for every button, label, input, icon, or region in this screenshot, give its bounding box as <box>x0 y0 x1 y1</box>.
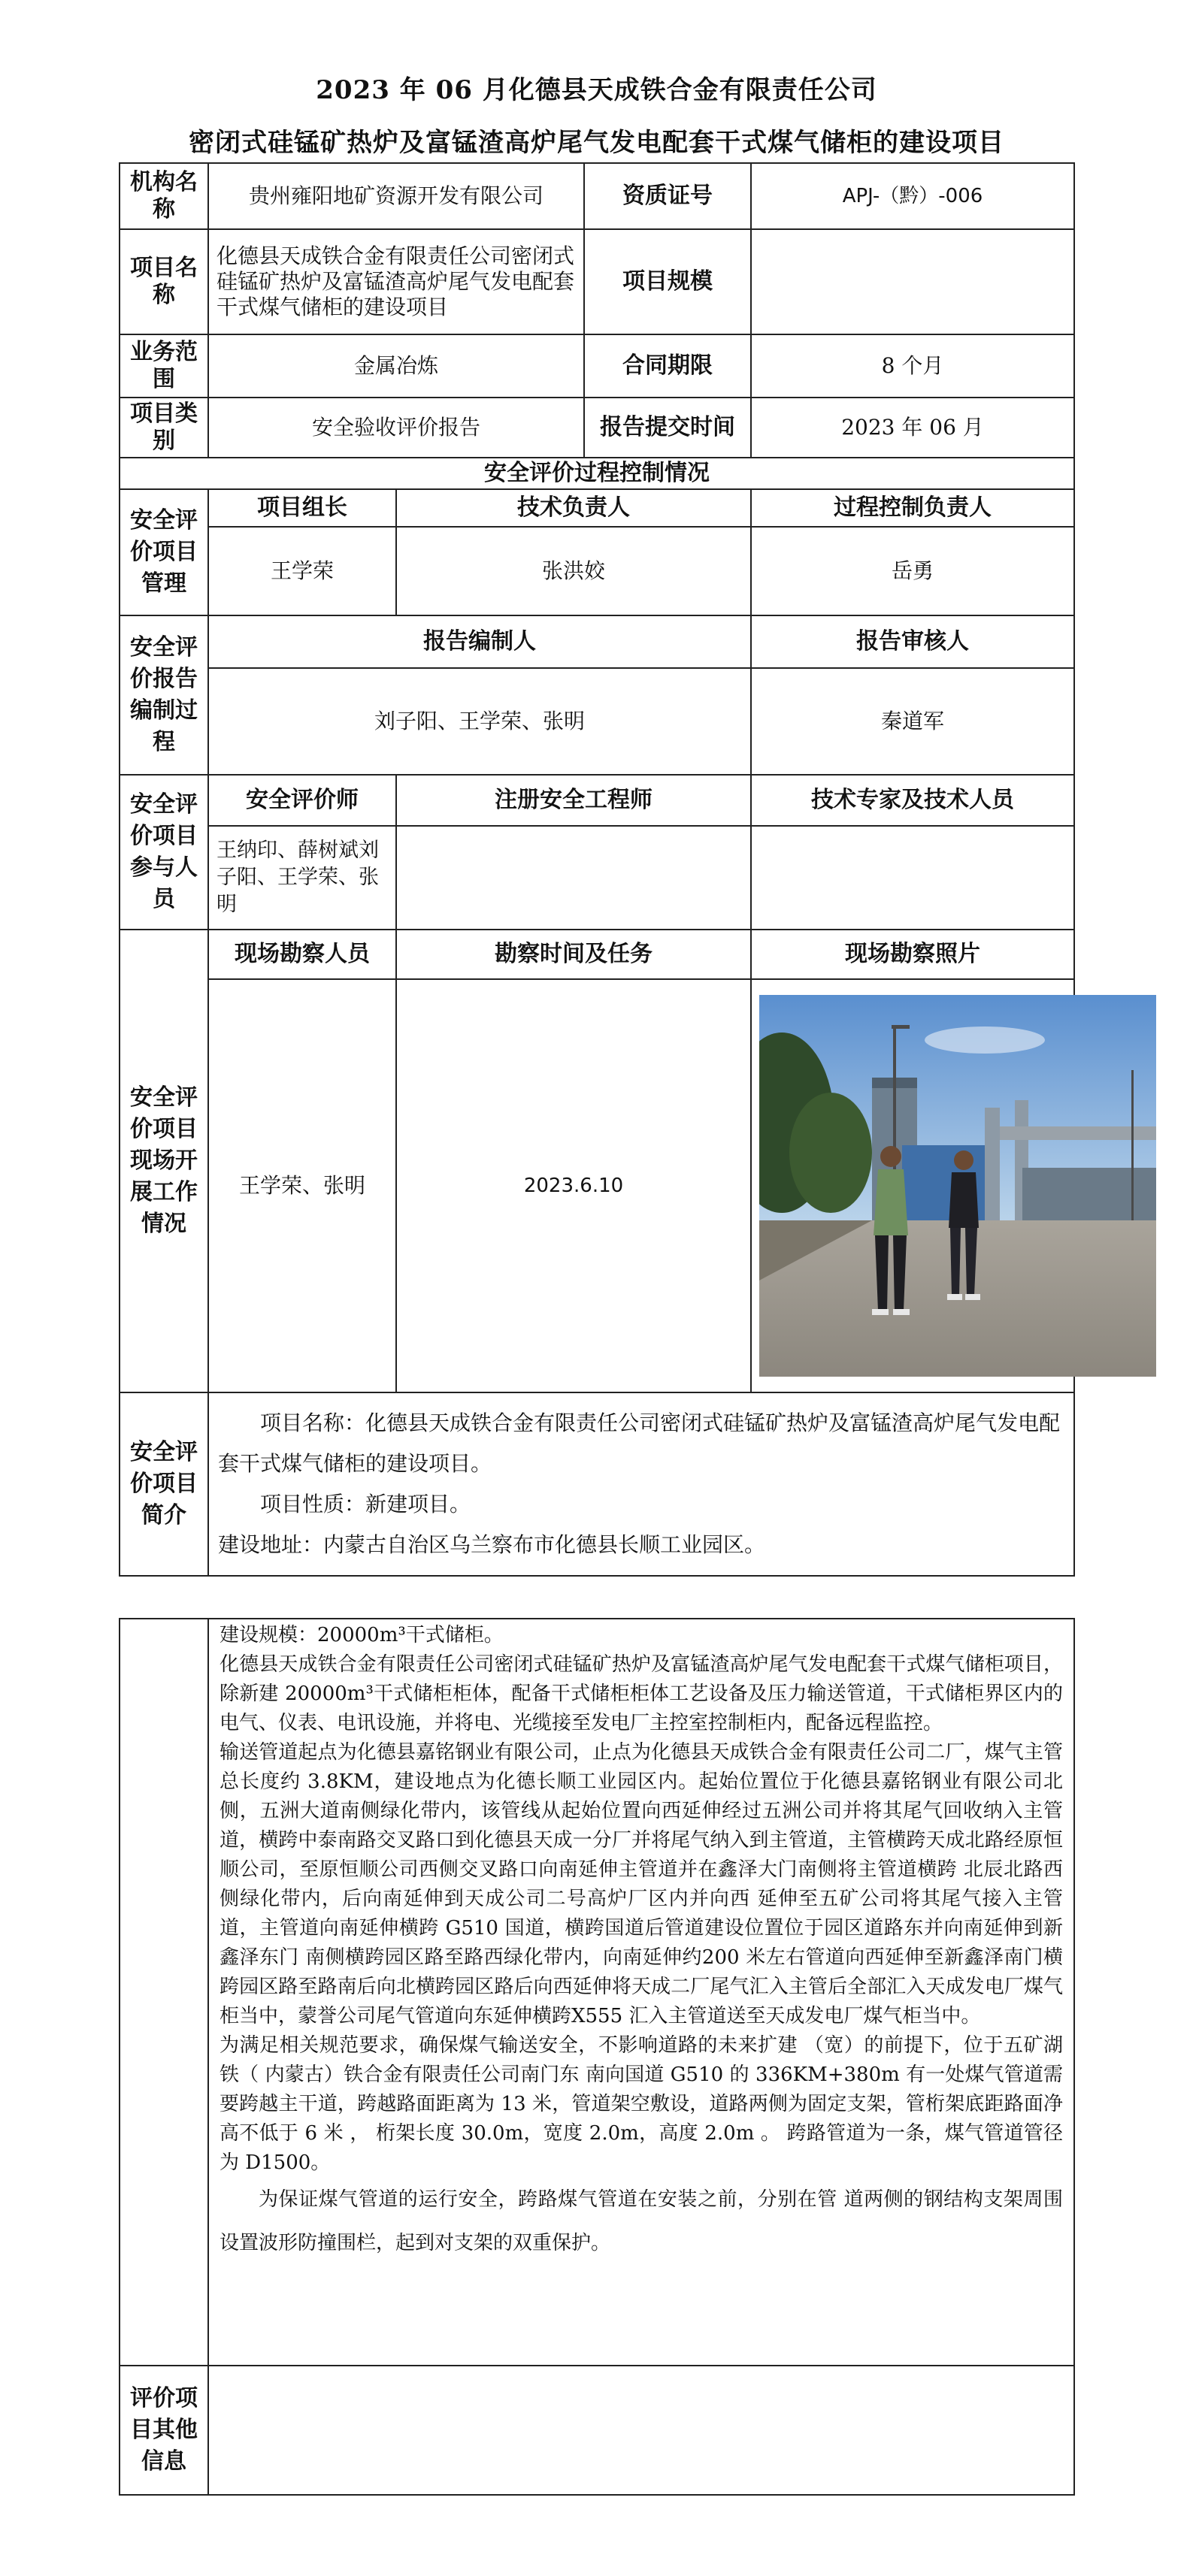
details-label-cell <box>120 1619 208 2366</box>
time-header: 勘察时间及任务 <box>396 930 751 979</box>
reviewer-header: 报告审核人 <box>751 615 1074 668</box>
submit-value: 2023 年 06 月 <box>751 398 1074 458</box>
participants-label: 安全评价项目参与人员 <box>120 775 208 930</box>
intro-label: 安全评价项目简介 <box>120 1392 208 1576</box>
cert-label: 资质证号 <box>584 163 751 229</box>
project-label: 项目名称 <box>120 229 208 334</box>
submit-label: 报告提交时间 <box>584 398 751 458</box>
report-label: 安全评价报告编制过程 <box>120 615 208 775</box>
reviewer-value: 秦道军 <box>751 668 1074 775</box>
evaluator-header: 安全评价师 <box>208 775 396 826</box>
cert-number: APJ-（黔）-006 <box>751 163 1074 229</box>
expert-header: 技术专家及技术人员 <box>751 775 1074 826</box>
survey-label: 安全评价项目现场开展工作情况 <box>120 930 208 1392</box>
staff-value: 王学荣、张明 <box>208 979 396 1392</box>
details-paragraph: 为保证煤气管道的运行安全，跨路煤气管道在安装之前，分别在管 道两侧的钢结构支架周围设置波形防撞围栏，起到对支架的双重保护。 <box>220 2188 1063 2254</box>
leader-header: 项目组长 <box>208 489 396 527</box>
details-paragraph: 建设规模：20000m³干式储柜。 <box>220 1624 504 1646</box>
scale-value <box>751 229 1074 334</box>
other-info-value <box>208 2366 1074 2495</box>
engineer-header: 注册安全工程师 <box>396 775 751 826</box>
org-name: 贵州雍阳地矿资源开发有限公司 <box>208 163 584 229</box>
control-value: 岳勇 <box>751 527 1074 615</box>
survey-photo <box>759 995 1156 1377</box>
category-label: 项目类别 <box>120 398 208 458</box>
tech-header: 技术负责人 <box>396 489 751 527</box>
tech-value: 张洪姣 <box>396 527 751 615</box>
engineers-value <box>396 826 751 930</box>
project-name: 化德县天成铁合金有限责任公司密闭式硅锰矿热炉及富锰渣高炉尾气发电配套干式煤气储柜的建设项目 <box>208 229 584 334</box>
category-value: 安全验收评价报告 <box>208 398 584 458</box>
details-paragraph: 为满足相关规范要求，确保煤气输送安全，不影响道路的未来扩建 （宽）的前提下，位于五矿湖铁（ 内蒙古）铁合金有限责任公司南门东 南向国道 G510 的 336KM+380m 有一处煤气管道需要跨越主干道，跨越路面距离为 13 米，管道架空敷设，道路两侧为固定支架，管桁架底距路面净高不低于 6 米 ， 桁架长度 30.0m，宽度 2.0m，高度 2.0m 。 跨路管道为一条，煤气管道管径为 D1500。 <box>220 2034 1063 2174</box>
control-header: 过程控制负责人 <box>751 489 1074 527</box>
business-value: 金属冶炼 <box>208 334 584 398</box>
evaluators-value: 王纳印、薛树斌刘子阳、王学荣、张明 <box>208 826 396 930</box>
main-info-table <box>119 162 1075 1577</box>
business-label: 业务范围 <box>120 334 208 398</box>
contract-label: 合同期限 <box>584 334 751 398</box>
intro-project-name: 项目名称：化德县天成铁合金有限责任公司密闭式硅锰矿热炉及富锰渣高炉尾气发电配套干式煤气储柜的建设项目。 <box>218 1410 1061 1476</box>
details-paragraph: 输送管道起点为化德县嘉铭钢业有限公司，止点为化德县天成铁合金有限责任公司二厂，煤气主管总长度约 3.8KM，建设地点为化德长顺工业园区内。起始位置位于化德县嘉铭钢业有限公司北侧，五洲大道南侧绿化带内，该管线从起始位置向西延伸经过五洲公司并将其尾气回收纳入主管道，横跨中泰南路交叉路口到化德县天成一分厂并将尾气纳入到主管道，主管横跨天成北路经原恒顺公司，至原恒顺公司西侧交叉路口向南延伸主管道并在鑫泽大门南侧将主管道横跨 北辰北路西侧绿化带内，后向南延伸到天成公司二号高炉厂区内并向西 延伸至五矿公司将其尾气接入主管道，主管道向南延伸横跨 G510 国道，横跨国道后管道建设位置位于园区道路东并向南延伸到新鑫泽东门 南侧横跨园区路至路西绿化带内，向南延伸约200 米左右管道向西延伸至新鑫泽南门横跨园区路至路南后向北横跨园区路后向西延伸将天成二厂尾气汇入主管后全部汇入天成发电厂煤气柜当中，蒙誉公司尾气管道向东延伸横跨X555 汇入主管道送至天成发电厂煤气柜当中。 <box>220 1741 1063 2027</box>
process-title: 安全评价过程控制情况 <box>120 458 1074 489</box>
intro-content <box>208 1392 1074 1576</box>
photo-header: 现场勘察照片 <box>751 930 1074 979</box>
document-title-line1: 2023 年 06 月化德县天成铁合金有限责任公司 <box>316 75 877 105</box>
details-table <box>119 1618 1075 2496</box>
details-paragraph: 化德县天成铁合金有限责任公司密闭式硅锰矿热炉及富锰渣高炉尾气发电配套干式煤气储柜项目，除新建 20000m³干式储柜柜体，配备干式储柜柜体工艺设备及压力输送管道，干式储柜界区内的电气、仪表、电讯设施，并将电、光缆接至发电厂主控室控制柜内，配备远程监控。 <box>220 1653 1063 1734</box>
intro-address: 建设地址：内蒙古自治区乌兰察布市化德县长顺工业园区。 <box>218 1532 766 1557</box>
scale-label: 项目规模 <box>584 229 751 334</box>
org-label: 机构名称 <box>120 163 208 229</box>
other-info-label: 评价项目其他信息 <box>120 2366 208 2495</box>
document-title-line2: 密闭式硅锰矿热炉及富锰渣高炉尾气发电配套干式煤气储柜的建设项目 <box>189 128 1004 158</box>
staff-header: 现场勘察人员 <box>208 930 396 979</box>
contract-value: 8 个月 <box>751 334 1074 398</box>
experts-value <box>751 826 1074 930</box>
details-content <box>208 1619 1074 2366</box>
writers-value: 刘子阳、王学荣、张明 <box>208 668 751 775</box>
intro-project-nature: 项目性质：新建项目。 <box>260 1492 471 1516</box>
survey-photo-cell <box>751 979 1074 1392</box>
leader-value: 王学荣 <box>208 527 396 615</box>
time-value: 2023.6.10 <box>396 979 751 1392</box>
writer-header: 报告编制人 <box>208 615 751 668</box>
management-label: 安全评价项目管理 <box>120 489 208 615</box>
